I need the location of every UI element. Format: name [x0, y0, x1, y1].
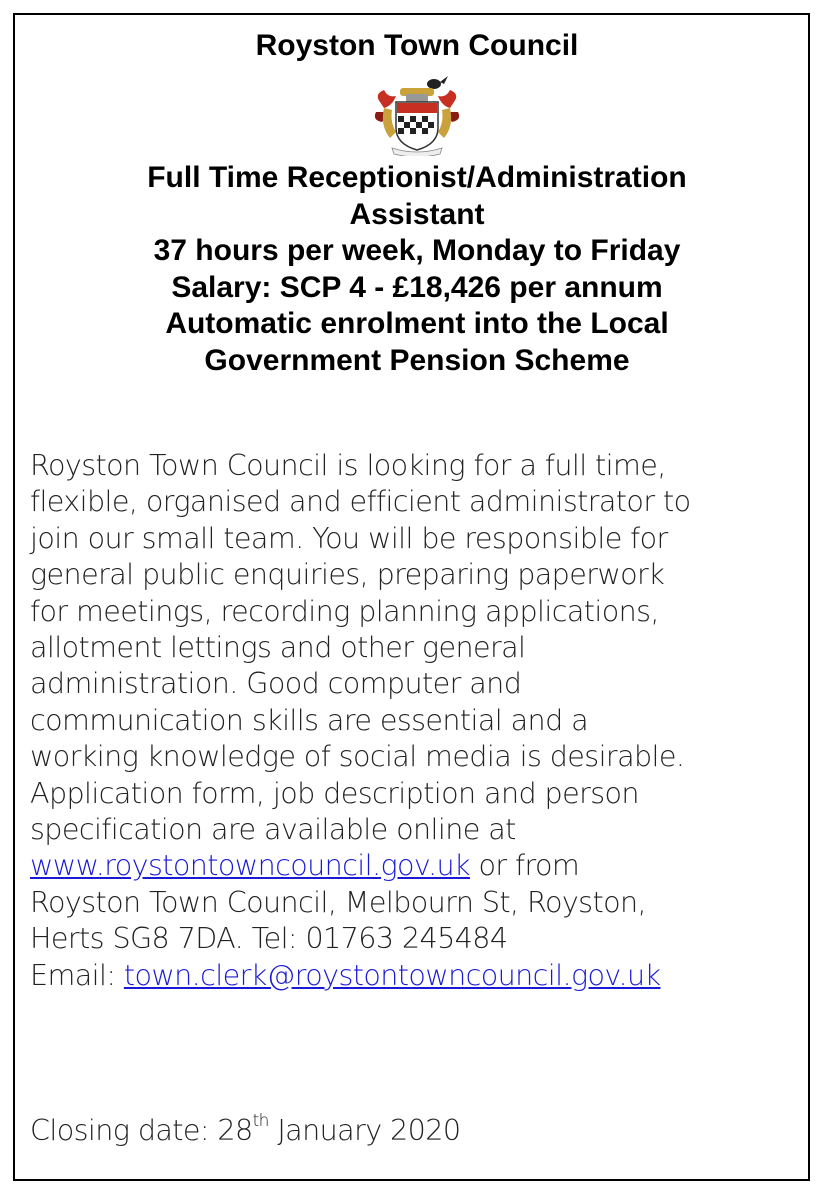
body-line: flexible, organised and efficient administrator to	[30, 484, 691, 519]
closing-rest: January 2020	[268, 1113, 461, 1147]
body-line: Royston Town Council is looking for a full time,	[30, 448, 666, 482]
body-line: general public enquiries, preparing paperwork	[30, 557, 665, 592]
email-line	[30, 957, 814, 993]
closing-ordinal: th	[252, 1111, 269, 1131]
address-line-2: Herts SG8 7DA. Tel: 01763 245484	[30, 921, 508, 956]
job-hours: 37 hours per week, Monday to Friday	[153, 234, 681, 267]
website-line	[30, 847, 814, 883]
body-line: join our small team. You will be responsible for	[30, 520, 668, 555]
email-prefix: Email:	[30, 957, 124, 992]
body-line: Application form, job description and person	[30, 775, 639, 810]
body-line: administration. Good computer and	[30, 666, 522, 701]
body-line: for meetings, recording planning applications,	[30, 593, 659, 628]
website-link[interactable]: www.roystontowncouncil.gov.uk	[30, 848, 470, 883]
body-line: allotment lettings and other general	[30, 630, 526, 665]
job-pension-line-2: Government Pension Scheme	[204, 343, 630, 377]
website-suffix: or from	[470, 848, 580, 883]
job-title-line-2: Assistant	[349, 197, 485, 231]
closing-date	[30, 1112, 460, 1148]
job-salary: Salary: SCP 4 - £18,426 per annum	[171, 270, 663, 304]
email-link[interactable]: town.clerk@roystontowncouncil.gov.uk	[123, 957, 661, 992]
body-line: specification are available online at	[30, 812, 516, 847]
coat-of-arms-icon	[370, 72, 464, 156]
job-title-line-1: Full Time Receptionist/Administration	[147, 161, 687, 194]
job-pension-line-1: Automatic enrolment into the Local	[165, 307, 669, 340]
closing-prefix: Closing date: 28	[30, 1113, 253, 1147]
job-heading	[20, 160, 814, 379]
address-line-1: Royston Town Council, Melbourn St, Royston,	[30, 884, 646, 919]
body-line: communication skills are essential and a	[30, 702, 589, 737]
page-title: Royston Town Council	[255, 29, 579, 62]
body-line: working knowledge of social media is desirable.	[30, 739, 685, 774]
job-description	[30, 447, 814, 993]
